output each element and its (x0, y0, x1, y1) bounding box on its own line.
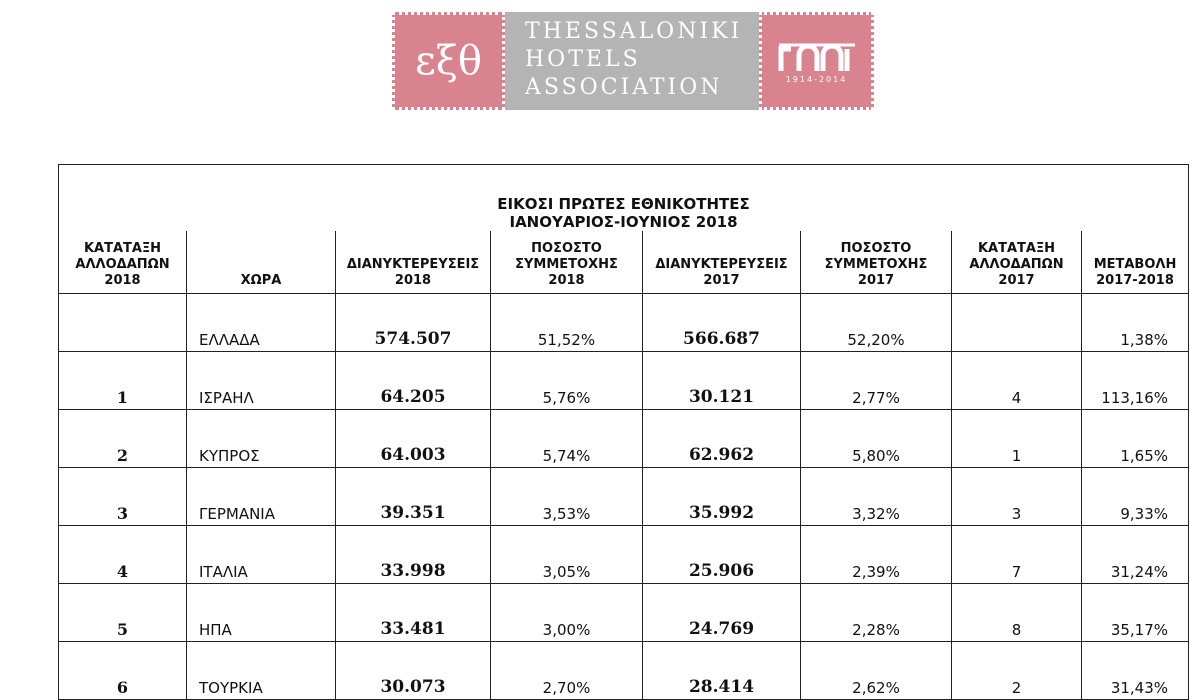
share-2017-cell: 2,28% (801, 584, 952, 642)
header-country (187, 231, 336, 294)
monogram-block (392, 12, 505, 110)
share-2017-cell: 3,32% (801, 468, 952, 526)
nights-2017-cell: 35.992 (643, 468, 801, 526)
header-share-2018 (491, 231, 643, 294)
header-nights-2017-line1: ΔΙΑΝΥΚΤΕΡΕΥΣΕΙΣ (655, 257, 788, 272)
share-2018-cell: 3,05% (491, 526, 643, 584)
nights-2017-cell: 566.687 (643, 294, 801, 352)
rank-2017-cell: 2 (952, 642, 1082, 700)
share-2018-cell: 5,76% (491, 352, 643, 410)
table-row (59, 468, 1189, 526)
header-share-2018-line2: ΣΥΜΜΕΤΟΧΗΣ (515, 257, 618, 272)
header-rank-2017-line3: 2017 (998, 273, 1035, 288)
change-cell: 9,33% (1082, 468, 1189, 526)
country-cell: ΗΠΑ (187, 584, 336, 642)
header-rank-2018-line1: ΚΑΤΑΤΑΞΗ (83, 241, 162, 256)
country-cell: ΚΥΠΡΟΣ (187, 410, 336, 468)
rank-2017-cell: 8 (952, 584, 1082, 642)
rank-2018-cell (59, 294, 187, 352)
header-nights-2018 (336, 231, 491, 294)
header-share-2017 (801, 231, 952, 294)
table-row (59, 642, 1189, 700)
share-2017-cell: 2,77% (801, 352, 952, 410)
country-cell: ΤΟΥΡΚΙΑ (187, 642, 336, 700)
rank-2018-cell: 6 (59, 642, 187, 700)
association-name-block (505, 12, 759, 110)
table-subtitle: ΙΑΝΟΥΑΡΙΟΣ-ΙΟΥΝΙΟΣ 2018 (509, 213, 738, 231)
header-change (1082, 231, 1189, 294)
table-title-cell (59, 165, 1189, 232)
country-cell: ΓΕΡΜΑΝΙΑ (187, 468, 336, 526)
share-2018-cell: 3,53% (491, 468, 643, 526)
share-2017-cell: 52,20% (801, 294, 952, 352)
table-title: ΕΙΚΟΣΙ ΠΡΩΤΕΣ ΕΘΝΙΚΟΤΗΤΕΣ (497, 195, 750, 213)
header-country-line1: ΧΩΡΑ (240, 273, 282, 288)
association-name-line-3: ASSOCIATION (525, 75, 723, 100)
table-body (59, 294, 1189, 700)
nights-2017-cell: 28.414 (643, 642, 801, 700)
header-nights-2017-line2: 2017 (703, 273, 740, 288)
rank-2018-cell: 4 (59, 526, 187, 584)
nationalities-table (58, 164, 1189, 700)
header-rank-2018-line2: ΑΛΛΟΔΑΠΩΝ (75, 257, 170, 272)
header-share-2017-line1: ΠΟΣΟΣΤΟ (840, 241, 912, 256)
header-rank-2017 (952, 231, 1082, 294)
nights-2017-cell: 30.121 (643, 352, 801, 410)
share-2018-cell: 5,74% (491, 410, 643, 468)
nights-2018-cell: 39.351 (336, 468, 491, 526)
rank-2017-cell: 3 (952, 468, 1082, 526)
share-2018-cell: 2,70% (491, 642, 643, 700)
header-share-2017-line2: ΣΥΜΜΕΤΟΧΗΣ (824, 257, 928, 272)
rank-2017-cell: 4 (952, 352, 1082, 410)
table-row (59, 294, 1189, 352)
nights-2018-cell: 64.205 (336, 352, 491, 410)
header-rank-2018-line3: 2018 (104, 273, 141, 288)
nights-2018-cell: 33.998 (336, 526, 491, 584)
nights-2017-cell: 62.962 (643, 410, 801, 468)
rank-2018-cell: 2 (59, 410, 187, 468)
anniversary-years: 1914-2014 (785, 74, 848, 84)
nights-2018-cell: 33.481 (336, 584, 491, 642)
monogram-text: εξθ (415, 38, 482, 84)
table-row (59, 584, 1189, 642)
header-change-line1: ΜΕΤΑΒΟΛΗ (1093, 257, 1177, 272)
header-share-2017-line3: 2017 (857, 273, 895, 288)
rank-2017-cell: 7 (952, 526, 1082, 584)
header-rank-2018 (59, 231, 187, 294)
rank-2018-cell: 5 (59, 584, 187, 642)
header-nights-2018-line2: 2018 (394, 273, 432, 288)
rank-2018-cell: 3 (59, 468, 187, 526)
share-2018-cell: 51,52% (491, 294, 643, 352)
association-name-line-1: THESSALONIKI (525, 19, 743, 44)
table-row (59, 410, 1189, 468)
nights-2017-cell: 24.769 (643, 584, 801, 642)
header-rank-2017-line1: ΚΑΤΑΤΑΞΗ (977, 241, 1056, 256)
change-cell: 31,24% (1082, 526, 1189, 584)
country-cell: ΙΤΑΛΙΑ (187, 526, 336, 584)
share-2017-cell: 2,62% (801, 642, 952, 700)
change-cell: 31,43% (1082, 642, 1189, 700)
anniversary-block (759, 12, 874, 110)
table-row (59, 352, 1189, 410)
header-share-2018-line1: ΠΟΣΟΣΤΟ (531, 241, 602, 256)
association-logo (392, 12, 874, 110)
rank-2018-cell: 1 (59, 352, 187, 410)
rank-2017-cell (952, 294, 1082, 352)
rank-2017-cell: 1 (952, 410, 1082, 468)
nights-2017-cell: 25.906 (643, 526, 801, 584)
country-cell: ΕΛΛΑΔΑ (187, 294, 336, 352)
header-nights-2017 (643, 231, 801, 294)
change-cell: 1,65% (1082, 410, 1189, 468)
nights-2018-cell: 64.003 (336, 410, 491, 468)
change-cell: 35,17% (1082, 584, 1189, 642)
share-2018-cell: 3,00% (491, 584, 643, 642)
nights-2018-cell: 30.073 (336, 642, 491, 700)
header-rank-2017-line2: ΑΛΛΟΔΑΠΩΝ (969, 257, 1064, 272)
nights-2018-cell: 574.507 (336, 294, 491, 352)
share-2017-cell: 5,80% (801, 410, 952, 468)
header-share-2018-line3: 2018 (548, 273, 585, 288)
change-cell: 1,38% (1082, 294, 1189, 352)
country-cell: ΙΣΡΑΗΛ (187, 352, 336, 410)
header-change-line2: 2017-2018 (1096, 273, 1174, 288)
change-cell: 113,16% (1082, 352, 1189, 410)
share-2017-cell: 2,39% (801, 526, 952, 584)
table-header-row (59, 231, 1189, 294)
association-name-line-2: HOTELS (525, 47, 641, 72)
table-row (59, 526, 1189, 584)
anniversary-100-icon (777, 39, 857, 73)
header-nights-2018-line1: ΔΙΑΝΥΚΤΕΡΕΥΣΕΙΣ (346, 257, 480, 272)
